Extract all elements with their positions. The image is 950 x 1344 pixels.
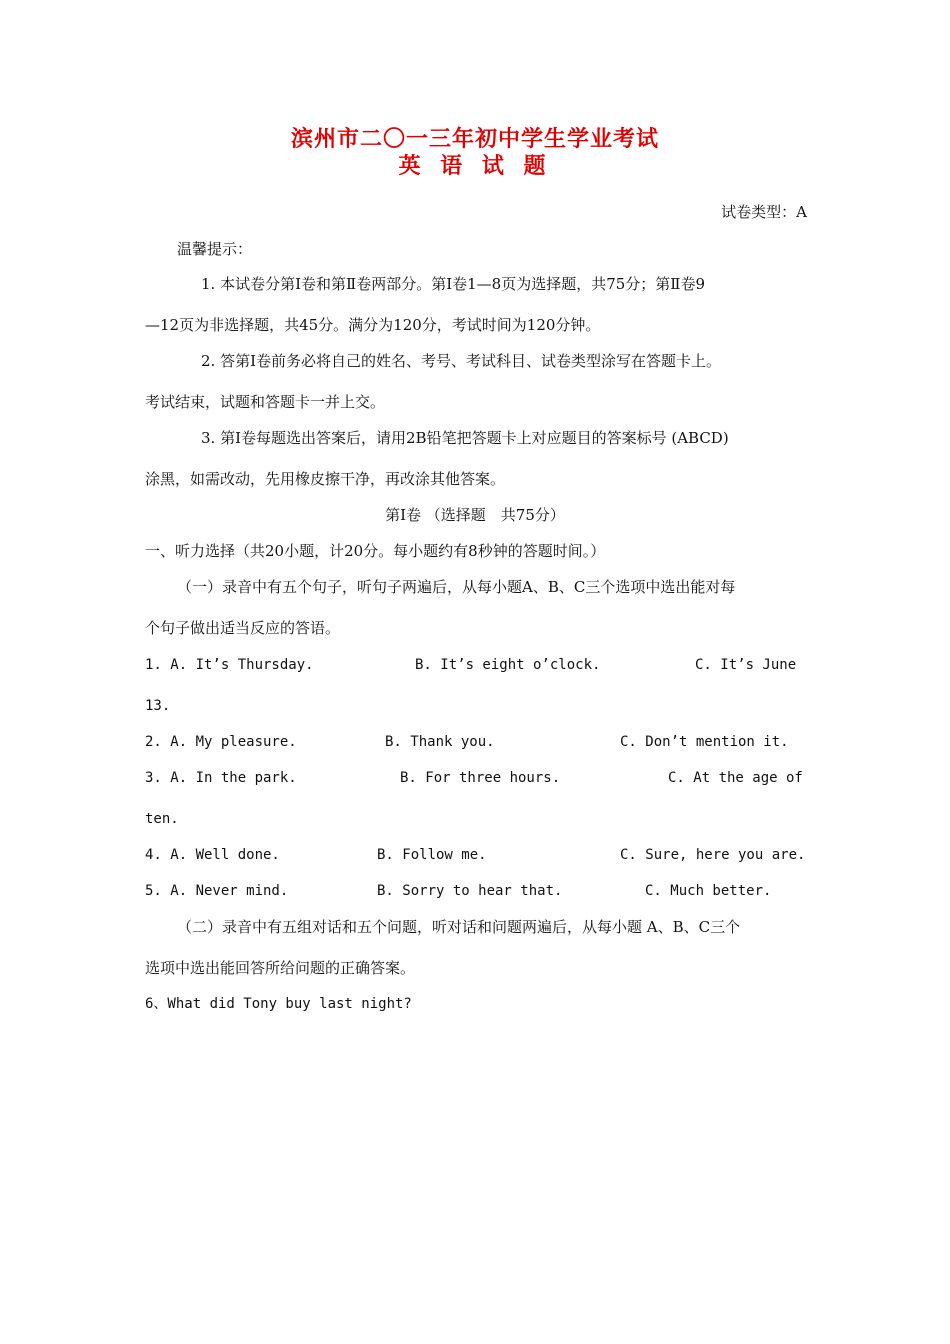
question-3-option-c: C. At the age of (668, 770, 803, 786)
question-4-option-c: C. Sure, here you are. (620, 847, 806, 863)
notice-heading: 温馨提示： (177, 240, 253, 258)
question-1-option-b: B. It’s eight o’clock. (415, 657, 601, 673)
sub-1-instruction-line-1: （一）录音中有五个句子，听句子两遍后，从每小题A、B、C三个选项中选出能对每 (177, 578, 736, 596)
sub-1-instruction-line-2: 个句子做出适当反应的答语。 (145, 619, 341, 637)
exam-subtitle: 英 语 试 题 (398, 153, 552, 179)
sub-2-instruction-line-1: （二）录音中有五组对话和五个问题，听对话和问题两遍后，从每小题 A、B、C三个 (177, 918, 741, 936)
question-6-prompt: 6、What did Tony buy last night? (145, 996, 412, 1012)
question-5-option-a: 5. A. Never mind. (145, 883, 289, 899)
question-2-option-c: C. Don’t mention it. (620, 734, 789, 750)
question-2-option-b: B. Thank you. (385, 734, 495, 750)
sub-2-instruction-line-2: 选项中选出能回答所给问题的正确答案。 (145, 959, 416, 977)
question-4-option-a: 4. A. Well done. (145, 847, 280, 863)
question-1-option-a: 1. A. It’s Thursday. (145, 657, 314, 673)
question-1-option-c: C. It’s June (695, 657, 797, 673)
part-1-heading: 一、听力选择（共20小题，计20分。每小题约有8秒钟的答题时间。） (145, 542, 606, 560)
paper-type: 试卷类型：A (721, 203, 807, 221)
question-4-option-b: B. Follow me. (377, 847, 487, 863)
notice-item-1-line-2: —12页为非选择题，共45分。满分为120分，考试时间为120分钟。 (145, 316, 601, 334)
notice-item-3-line-1: 3. 第Ⅰ卷每题选出答案后，请用2B铅笔把答题卡上对应题目的答案标号 (ABCD) (201, 429, 729, 447)
question-3-option-b: B. For three hours. (400, 770, 561, 786)
question-3-continuation: ten. (145, 811, 179, 827)
section-heading: 第Ⅰ卷 （选择题 共75分） (385, 506, 565, 524)
exam-title: 滨州市二〇一三年初中学生学业考试 (290, 126, 659, 152)
notice-item-2-line-2: 考试结束，试题和答题卡一并上交。 (145, 393, 386, 411)
notice-item-1-line-1: 1. 本试卷分第Ⅰ卷和第Ⅱ卷两部分。第Ⅰ卷1—8页为选择题，共75分；第Ⅱ卷9 (201, 275, 706, 293)
question-2-option-a: 2. A. My pleasure. (145, 734, 297, 750)
notice-item-3-line-2: 涂黑，如需改动，先用橡皮擦干净，再改涂其他答案。 (145, 470, 506, 488)
notice-item-2-line-1: 2. 答第Ⅰ卷前务必将自己的姓名、考号、考试科目、试卷类型涂写在答题卡上。 (201, 352, 722, 370)
question-3-option-a: 3. A. In the park. (145, 770, 297, 786)
question-5-option-b: B. Sorry to hear that. (377, 883, 563, 899)
question-5-option-c: C. Much better. (645, 883, 772, 899)
question-1-continuation: 13. (145, 698, 171, 714)
